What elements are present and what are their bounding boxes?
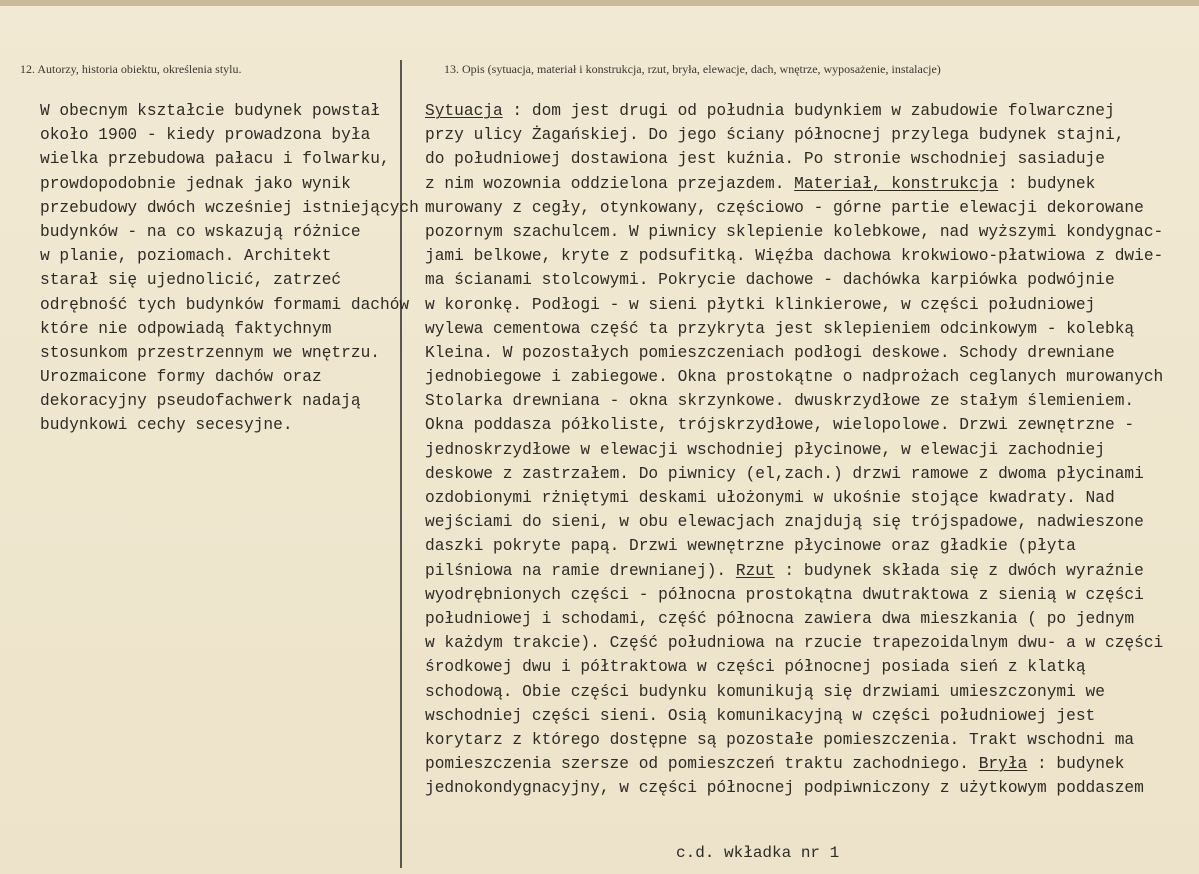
text-line: W obecnym kształcie budynek powstał: [40, 102, 380, 120]
text-line: w planie, poziomach. Architekt: [40, 247, 332, 266]
text-segment: jednokondygnacyjny, w części północnej podpiwniczony z użytkowym poddaszem: [425, 779, 1144, 798]
text-line: [425, 438, 1163, 462]
text-line: [425, 220, 1163, 244]
text-line: budynków - na co wskazują różnice: [40, 222, 361, 241]
text-segment: z nim wozownia oddzielona przejazdem.: [425, 174, 795, 193]
text-line: [425, 655, 1163, 679]
section-header-description: 13. Opis (sytuacja, materiał i konstrukcja, rzut, bryła, elewacje, dach, wnętrze, wyposażenie, instalacje): [444, 62, 941, 76]
text-line: które nie odpowiadą faktychnym: [40, 319, 332, 338]
text-line: [425, 244, 1163, 268]
paper-top-edge: [0, 0, 1199, 6]
text-segment: wejściami do sieni, w obu elewacjach znajdują się trójspadowe, nadwieszone: [425, 513, 1144, 532]
text-line: [425, 268, 1163, 292]
text-segment: daszki pokryte papą. Drzwi wewnętrzne płycinowe oraz gładkie (płyta: [425, 537, 1076, 556]
text-line: stosunkom przestrzennym we wnętrzu.: [40, 343, 380, 362]
text-segment: : dom jest drugi od południa budynkiem w zabudowie folwarcznej: [502, 102, 1115, 120]
text-segment: : budynek składa się z dwóch wyraźnie: [774, 561, 1144, 580]
text-line: [425, 559, 1163, 583]
text-line: [425, 728, 1163, 752]
text-segment: przy ulicy Żagańskiej. Do jego ściany północnej przylega budynek stajni,: [425, 126, 1125, 145]
section-keyword: Materiał, konstrukcja: [794, 174, 999, 193]
text-segment: : budynek: [998, 174, 1096, 193]
text-segment: schodową. Obie części budynku komunikują się drzwiami umieszczonymi we: [425, 682, 1105, 701]
text-segment: pozornym szachulcem. W piwnicy sklepienie kolebkowe, nad wyższymi kondygnac-: [425, 222, 1164, 241]
text-segment: korytarz z którego dostępne są pozostałe pomieszczenia. Trakt wschodni ma: [425, 730, 1135, 749]
text-line: dekoracyjny pseudofachwerk nadają: [40, 392, 361, 411]
text-line: [425, 413, 1163, 437]
text-segment: deskowe z zastrzałem. Do piwnicy (el,zach.) drzwi ramowe z dwoma płycinami: [425, 464, 1144, 483]
text-line: [425, 510, 1163, 534]
text-segment: wyodrębnionych części - północna prostokątna dwutraktowa z sienią w części: [425, 585, 1144, 604]
text-line: odrębność tych budynków formami dachów: [40, 295, 410, 314]
text-segment: jednoskrzydłowe w elewacji wschodniej płycinowe, w elewacji zachodniej: [425, 440, 1105, 459]
section-header-authors: 12. Autorzy, historia obiektu, określenia stylu.: [20, 62, 242, 76]
text-line: [425, 389, 1163, 413]
text-segment: południowej i schodami, część północna zawiera dwa mieszkania ( po jednym: [425, 609, 1135, 628]
authors-history-text: [40, 99, 419, 438]
text-line: [425, 486, 1163, 510]
text-segment: Stolarka drewniana - okna skrzynkowe. dwuskrzydłowe ze stałym ślemieniem.: [425, 392, 1135, 411]
text-segment: środkowej dwu i półtraktowa w części północnej posiada sień z klatką: [425, 658, 1086, 677]
text-segment: wschodniej części sieni. Osią komunikacyjną w części południowej jest: [425, 706, 1096, 725]
text-segment: wylewa cementowa część ta przykryta jest sklepieniem odcinkowym - kolebką: [425, 319, 1135, 338]
text-segment: ma ścianami stolcowymi. Pokrycie dachowe - dachówka karpiówka podwójnie: [425, 271, 1115, 290]
building-description-text: [425, 99, 1163, 800]
text-line: [425, 341, 1163, 365]
text-line: prowdopodobnie jednak jako wynik: [40, 174, 351, 193]
continuation-note: c.d. wkładka nr 1: [676, 844, 840, 862]
text-segment: murowany z cegły, otynkowany, częściowo - górne partie elewacji dekorowane: [425, 198, 1144, 217]
text-line: około 1900 - kiedy prowadzona była: [40, 126, 371, 145]
text-segment: jami belkowe, kryte z podsufitką. Więźba dachowa krokwiowo-płatwiowa z dwie-: [425, 247, 1164, 266]
text-segment: Okna poddasza półkoliste, trójskrzydłowe, wielopolowe. Drzwi zewnętrzne -: [425, 416, 1135, 435]
section-keyword: Rzut: [735, 561, 775, 580]
text-line: budynkowi cechy secesyjne.: [40, 416, 293, 435]
text-line: starał się ujednolicić, zatrzeć: [40, 271, 342, 290]
text-line: [425, 631, 1163, 655]
text-segment: ozdobionymi rżniętymi deskami ułożonymi w ukośnie stojące kwadraty. Nad: [425, 489, 1115, 507]
text-segment: pomieszczenia szersze od pomieszczeń traktu zachodniego.: [425, 755, 979, 774]
text-line: [425, 752, 1163, 776]
text-line: [425, 704, 1163, 728]
text-line: [425, 99, 1163, 123]
text-line: [425, 365, 1163, 389]
text-line: przebudowy dwóch wcześniej istniejących: [40, 198, 419, 217]
text-line: [425, 607, 1163, 631]
text-line: [425, 293, 1163, 317]
section-keyword: Sytuacja: [425, 102, 503, 120]
text-segment: pilśniowa na ramie drewnianej).: [425, 561, 736, 580]
text-segment: do południowej dostawiona jest kuźnia. Po stronie wschodniej sasiaduje: [425, 150, 1105, 169]
text-line: [425, 147, 1163, 171]
text-segment: : budynek: [1027, 755, 1125, 774]
text-line: [425, 583, 1163, 607]
section-keyword: Bryła: [978, 755, 1028, 774]
text-line: [425, 196, 1163, 220]
text-line: wielka przebudowa pałacu i folwarku,: [40, 150, 390, 169]
text-line: [425, 317, 1163, 341]
text-line: [425, 534, 1163, 558]
text-line: [425, 123, 1163, 147]
text-line: Urozmaicone formy dachów oraz: [40, 368, 322, 387]
text-segment: w każdym trakcie). Część południowa na rzucie trapezoidalnym dwu- a w części: [425, 634, 1164, 653]
text-line: [425, 680, 1163, 704]
text-segment: Kleina. W pozostałych pomieszczeniach podłogi deskowe. Schody drewniane: [425, 343, 1115, 362]
text-line: [425, 776, 1163, 800]
text-segment: jednobiegowe i zabiegowe. Okna prostokątne o nadprożach ceglanych murowanych: [425, 368, 1164, 387]
text-line: [425, 172, 1163, 196]
text-segment: w koronkę. Podłogi - w sieni płytki klinkierowe, w części południowej: [425, 295, 1096, 314]
text-line: [425, 462, 1163, 486]
